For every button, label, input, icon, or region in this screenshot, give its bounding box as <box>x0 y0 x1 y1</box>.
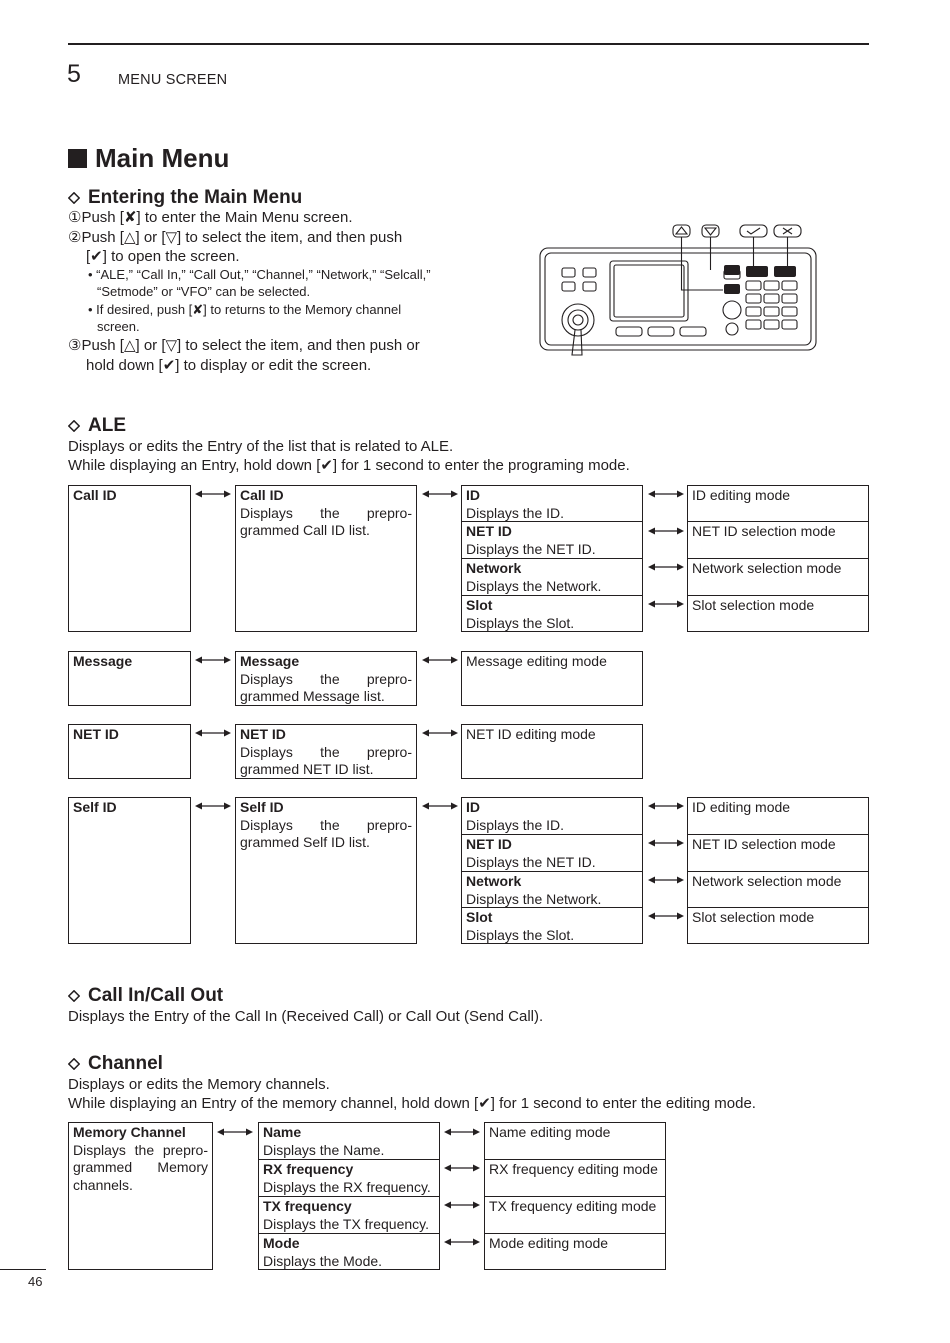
ale-selfid-item-slot <box>461 907 643 944</box>
channel-desc-1: Displays or edits the Memory channels. <box>68 1076 330 1093</box>
channel-heading <box>68 1053 163 1075</box>
item-desc: Displays the Network. <box>466 890 602 907</box>
channel-desc-2: While displaying an Entry of the memory channel, hold down [✔] for 1 second to enter the editing mode. <box>68 1095 756 1112</box>
double-arrow-icon <box>422 801 458 811</box>
memory-channel-entry <box>68 1122 213 1270</box>
ale-selfid-list <box>235 797 417 944</box>
step-3-line1: ③Push [△] or [▽] to select the item, and then push or <box>68 337 420 354</box>
footer-rule <box>0 1269 46 1270</box>
page-number: 46 <box>28 1274 43 1289</box>
item-title: Slot <box>466 597 493 613</box>
ale-message-entry-label: Message <box>73 653 133 669</box>
item-title: NET ID <box>466 836 512 852</box>
double-arrow-icon <box>195 728 231 738</box>
item-desc: Displays the ID. <box>466 816 565 833</box>
double-arrow-icon <box>648 911 684 921</box>
ale-callid-mode-network: Network selection mode <box>687 558 869 596</box>
ale-message-list-desc: Displays the prepro-grammed Message list. <box>240 670 412 704</box>
ale-selfid-item-netid <box>461 834 643 872</box>
ale-netid-list <box>235 724 417 779</box>
entering-heading-text: Entering the Main Menu <box>88 187 303 208</box>
double-arrow-icon <box>648 599 684 609</box>
ale-callid-list-desc: Displays the prepro-grammed Call ID list. <box>240 504 412 538</box>
section-title-text: Main Menu <box>95 143 230 173</box>
bullet-2-line1: • If desired, push [✘] to returns to the Memory channel <box>88 302 402 317</box>
double-arrow-icon <box>195 489 231 499</box>
ale-netid-entry-label: NET ID <box>73 726 119 742</box>
item-desc: Displays the NET ID. <box>466 540 596 557</box>
ale-selfid-mode-id: ID editing mode <box>687 797 869 835</box>
item-desc: Displays the Name. <box>263 1141 385 1158</box>
channel-item-tx <box>258 1196 440 1234</box>
radio-front-panel-illustration <box>538 222 820 358</box>
ale-callid-item-id <box>461 485 643 522</box>
item-desc: Displays the Slot. <box>466 614 575 631</box>
item-desc: Displays the RX frequency. <box>263 1178 431 1195</box>
item-desc: Displays the NET ID. <box>466 853 596 870</box>
double-arrow-icon <box>648 838 684 848</box>
ale-netid-list-desc: Displays the prepro-grammed NET ID list. <box>240 743 412 777</box>
square-bullet-icon <box>68 149 87 168</box>
double-arrow-icon <box>648 562 684 572</box>
ale-callid-item-netid <box>461 521 643 559</box>
callinout-heading <box>68 985 223 1007</box>
ale-selfid-entry-label: Self ID <box>73 799 117 815</box>
step-1: ①Push [✘] to enter the Main Menu screen. <box>68 209 353 226</box>
double-arrow-icon <box>444 1200 480 1210</box>
memory-channel-desc: Displays the prepro-grammed Memory channels. <box>73 1141 208 1193</box>
bullet-2-line2: screen. <box>97 319 140 334</box>
ale-callid-mode-slot: Slot selection mode <box>687 595 869 632</box>
ale-netid-entry <box>68 724 191 779</box>
item-title: Mode <box>263 1235 300 1251</box>
double-arrow-icon <box>444 1237 480 1247</box>
item-desc: Displays the TX frequency. <box>263 1215 430 1232</box>
double-arrow-icon <box>648 526 684 536</box>
diamond-icon <box>68 990 80 1002</box>
chapter-title: MENU SCREEN <box>118 72 228 88</box>
step-3-line2: hold down [✔] to display or edit the screen. <box>86 357 372 374</box>
step-2-line1: ②Push [△] or [▽] to select the item, and then push <box>68 229 403 246</box>
item-desc: Displays the Network. <box>466 577 602 594</box>
ale-callid-item-network <box>461 558 643 596</box>
channel-heading-text: Channel <box>88 1053 163 1074</box>
ale-message-mode: Message editing mode <box>461 651 643 706</box>
ale-selfid-mode-netid: NET ID selection mode <box>687 834 869 872</box>
ale-netid-mode: NET ID editing mode <box>461 724 643 779</box>
channel-item-name <box>258 1122 440 1160</box>
ale-desc-2: While displaying an Entry, hold down [✔] for 1 second to enter the programing mode. <box>68 457 630 474</box>
entering-heading <box>68 187 302 209</box>
ale-callid-entry <box>68 485 191 632</box>
ale-selfid-list-title: Self ID <box>240 799 284 815</box>
ale-callid-mode-netid: NET ID selection mode <box>687 521 869 559</box>
channel-mode-name: Name editing mode <box>484 1122 666 1160</box>
channel-item-mode <box>258 1233 440 1270</box>
double-arrow-icon <box>444 1127 480 1137</box>
item-desc: Displays the ID. <box>466 504 565 521</box>
item-title: Network <box>466 560 522 576</box>
item-title: RX frequency <box>263 1161 354 1177</box>
item-title: NET ID <box>466 523 512 539</box>
diamond-icon <box>68 420 80 432</box>
double-arrow-icon <box>648 801 684 811</box>
chapter-number: 5 <box>67 60 81 88</box>
item-title: Slot <box>466 909 493 925</box>
item-title: ID <box>466 799 480 815</box>
ale-desc-1: Displays or edits the Entry of the list that is related to ALE. <box>68 438 454 455</box>
ale-selfid-mode-network: Network selection mode <box>687 871 869 908</box>
channel-item-rx <box>258 1159 440 1197</box>
ale-message-list <box>235 651 417 706</box>
section-title <box>68 143 229 174</box>
ale-callid-list-title: Call ID <box>240 487 284 503</box>
callinout-desc: Displays the Entry of the Call In (Received Call) or Call Out (Send Call). <box>68 1008 544 1025</box>
item-title: ID <box>466 487 480 503</box>
channel-mode-tx: TX frequency editing mode <box>484 1196 666 1234</box>
item-title: Name <box>263 1124 302 1140</box>
memory-channel-title: Memory Channel <box>73 1124 186 1140</box>
channel-mode-mode: Mode editing mode <box>484 1233 666 1270</box>
ale-callid-mode-id: ID editing mode <box>687 485 869 522</box>
double-arrow-icon <box>195 801 231 811</box>
double-arrow-icon <box>444 1163 480 1173</box>
ale-callid-list <box>235 485 417 632</box>
bullet-1-line2: “Setmode” or “VFO” can be selected. <box>97 284 311 299</box>
header-rule <box>68 43 869 45</box>
diamond-icon <box>68 1058 80 1070</box>
ale-selfid-item-id <box>461 797 643 835</box>
diamond-icon <box>68 192 80 204</box>
item-desc: Displays the Mode. <box>263 1252 383 1269</box>
ale-selfid-item-network <box>461 871 643 908</box>
ale-selfid-mode-slot: Slot selection mode <box>687 907 869 944</box>
item-desc: Displays the Slot. <box>466 926 575 943</box>
double-arrow-icon <box>648 875 684 885</box>
item-title: TX frequency <box>263 1198 352 1214</box>
ale-heading <box>68 415 126 437</box>
ale-heading-text: ALE <box>88 415 126 436</box>
ale-message-entry <box>68 651 191 706</box>
ale-callid-entry-label: Call ID <box>73 487 117 503</box>
double-arrow-icon <box>195 655 231 665</box>
double-arrow-icon <box>217 1127 253 1137</box>
step-2-line2: [✔] to open the screen. <box>86 248 240 265</box>
double-arrow-icon <box>648 489 684 499</box>
ale-callid-item-slot <box>461 595 643 632</box>
item-title: Network <box>466 873 522 889</box>
double-arrow-icon <box>422 655 458 665</box>
ale-message-list-title: Message <box>240 653 300 669</box>
ale-selfid-list-desc: Displays the prepro-grammed Self ID list. <box>240 816 412 850</box>
bullet-1-line1: • “ALE,” “Call In,” “Call Out,” “Channel,” “Network,” “Selcall,” <box>88 267 431 282</box>
double-arrow-icon <box>422 728 458 738</box>
channel-mode-rx: RX frequency editing mode <box>484 1159 666 1197</box>
ale-selfid-entry <box>68 797 191 944</box>
ale-netid-list-title: NET ID <box>240 726 286 742</box>
callinout-heading-text: Call In/Call Out <box>88 985 224 1006</box>
double-arrow-icon <box>422 489 458 499</box>
